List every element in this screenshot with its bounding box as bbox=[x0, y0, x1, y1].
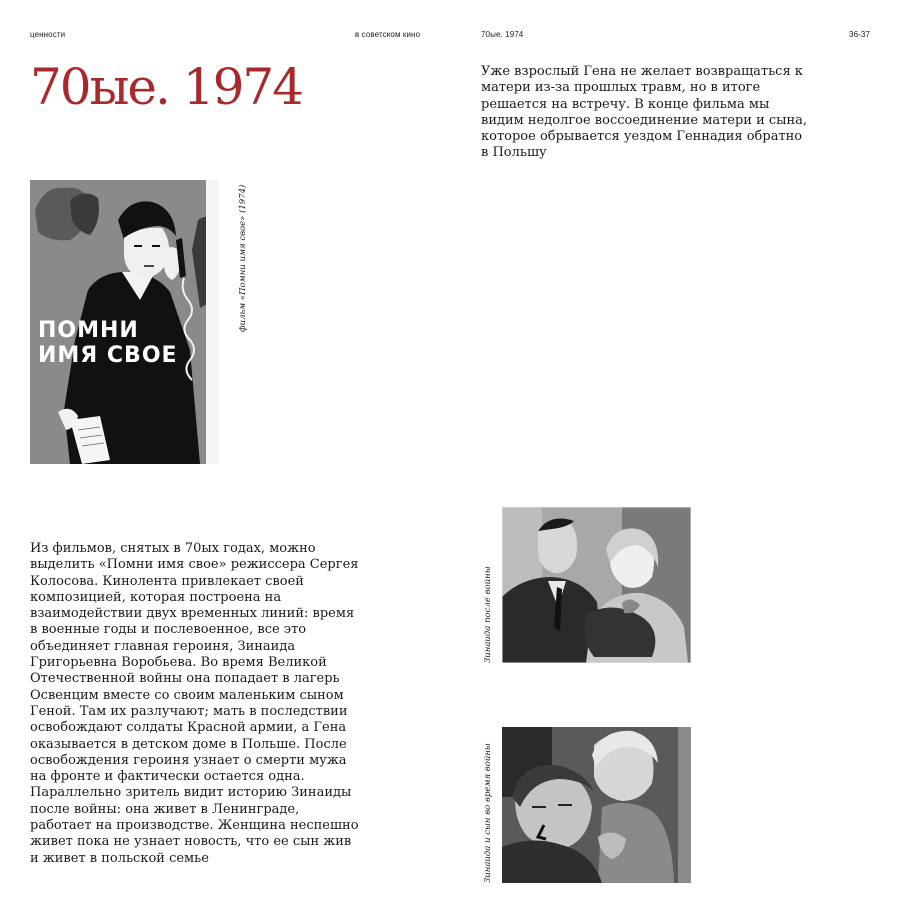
intro-paragraph: Уже взрослый Гена не желает возвращаться к матери из-за прошлых травм, но в итоге решается на встречу. В конце фильма мы видим недолгое воссоединение матери и сына, которое обрывается уездом Геннадия обратно в Польшу bbox=[481, 64, 808, 161]
main-paragraph: Из фильмов, снятых в 70ых годах, можно выделить «Помни имя свое» режиссера Сергея Колосова. Кинолента привлекает своей композицией, которая построена на взаимодействии двух временных линий: время в военные годы и послевоенное, все это объединяет главная героиня, Зинаида Григорьевна Воробьева. Во время Великой Отечественной войны она попадает в лагерь Освенцим вместе со своим маленьким сыном Геной. Там их разлучают; мать в последствии освобождают солдаты Красной армии, а Гена оказывается в детском доме в Польше. После освобождения героиня узнает о смерти мужа на фронте и фактически остается одна. Параллельно зритель видит историю Зинаиды после войны: она живет в Ленинграде, работает на производстве. Женщина неспешно живет пока не узнает новость, что ее сын жив и живет в польской семье bbox=[30, 541, 359, 866]
running-header-right: 70ые. 1974 bbox=[481, 30, 524, 39]
photo-after-war-illustration bbox=[502, 507, 691, 663]
photo-during-war bbox=[502, 727, 691, 883]
poster-title-text bbox=[38, 318, 178, 368]
photo-during-war-illustration bbox=[502, 727, 691, 883]
running-header-left: ценности bbox=[30, 30, 66, 39]
film-poster-image bbox=[30, 180, 219, 464]
photo-during-war-caption: Зинаида и сын во время войны bbox=[483, 743, 493, 883]
page-title: 70ые. 1974 bbox=[30, 58, 303, 116]
poster-title-line-2: ИМЯ СВОЕ bbox=[38, 343, 178, 368]
running-header-middle: в советском кино bbox=[355, 30, 421, 39]
page-numbers: 36-37 bbox=[849, 30, 870, 39]
poster-caption: фильм «Помни имя свое» (1974) bbox=[238, 184, 248, 332]
photo-after-war-caption: Зинаида после войны bbox=[483, 566, 493, 663]
poster-title-line-1: ПОМНИ bbox=[38, 318, 139, 343]
photo-after-war bbox=[502, 507, 691, 663]
